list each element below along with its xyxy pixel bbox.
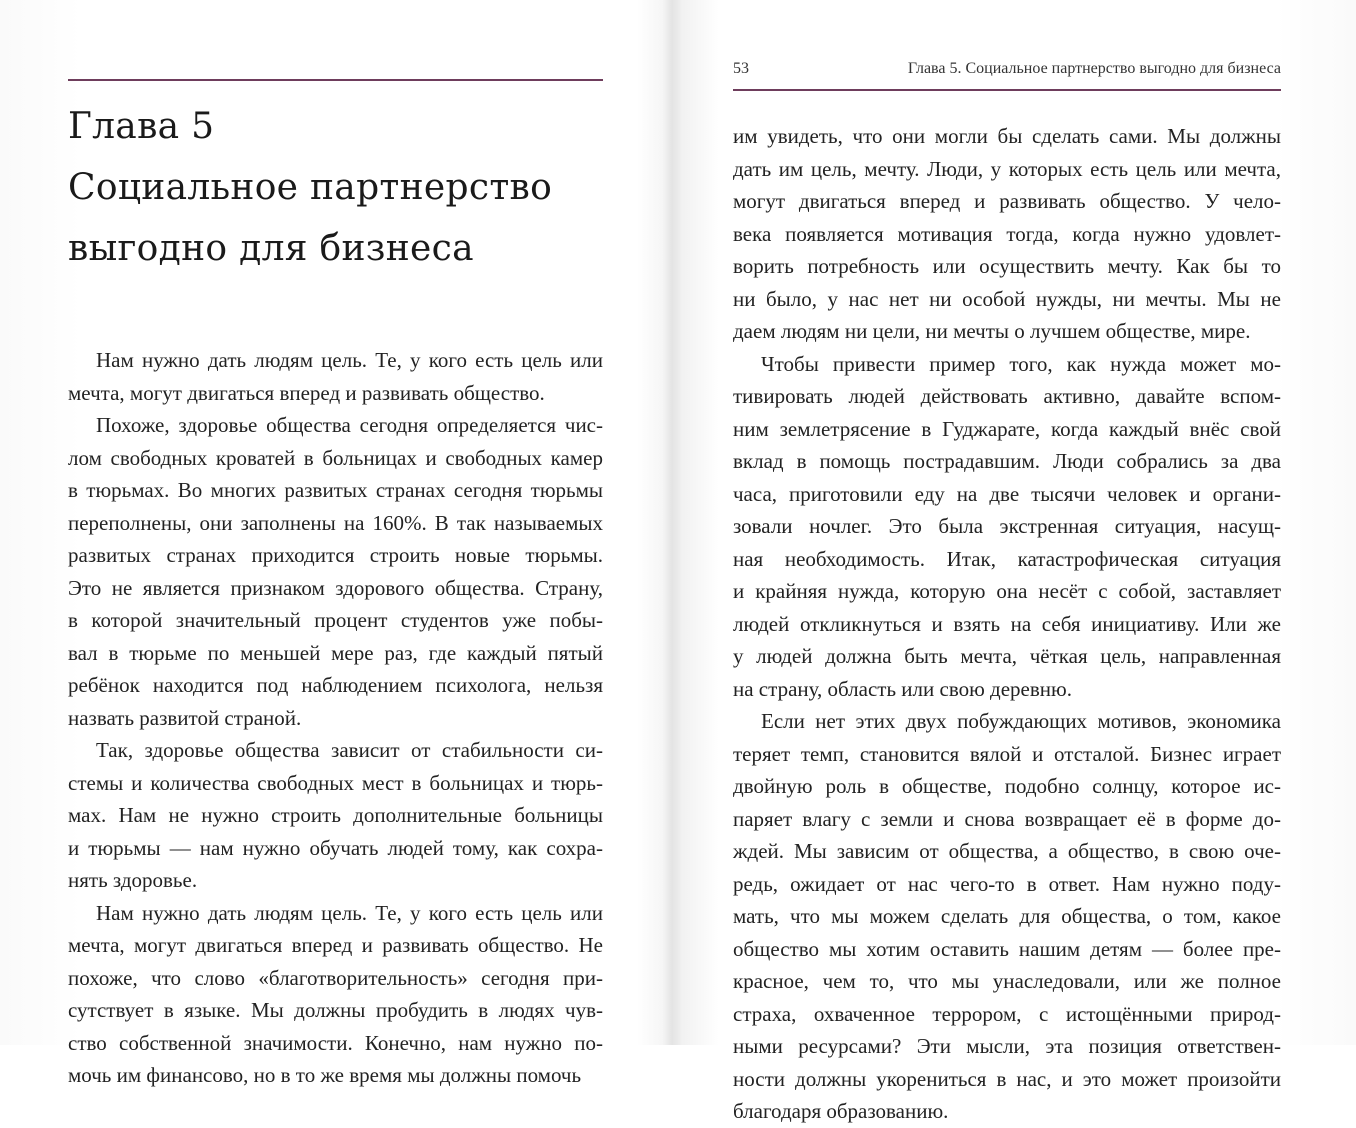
text-line: ности должны укорениться в нас, и это может произойти xyxy=(733,1066,1281,1091)
text-line: в которой значительный процент студентов уже побы- xyxy=(68,608,603,632)
text-line: нять здоровье. xyxy=(68,868,198,892)
paragraph xyxy=(68,344,603,409)
text-line: Так, здоровье общества зависит от стабильности си- xyxy=(96,738,603,762)
paragraph xyxy=(68,897,603,1092)
text-line: развитых странах приходится строить новые тюрьмы. xyxy=(68,543,603,567)
text-line: мечта, могут двигаться вперед и развивать общество. xyxy=(68,380,545,405)
chapter-title xyxy=(68,96,603,279)
text-line: страха, охваченное террором, с истощёнными природ- xyxy=(733,1001,1281,1026)
text-line: ждей. Мы зависим от общества, а общество, в свою оче- xyxy=(733,839,1281,863)
chapter-title-line: выгодно для бизнеса xyxy=(68,228,474,269)
right-body-text xyxy=(733,120,1281,1128)
paragraph xyxy=(733,120,1281,348)
text-line: ребёнок находится под наблюдением психолога, нельзя xyxy=(68,673,603,697)
text-line: ворить потребность или осуществить мечту. Как бы то xyxy=(733,254,1281,278)
text-line: ство собственной значимости. Конечно, нам нужно по- xyxy=(68,1030,603,1055)
text-line: ными ресурсами? Эти мысли, эта позиция ответствен- xyxy=(733,1034,1281,1058)
running-title: Глава 5. Социальное партнерство выгодно для бизнеса xyxy=(907,60,1281,77)
paragraph xyxy=(68,409,603,734)
text-line: мах. Нам не нужно строить дополнительные больницы xyxy=(68,803,603,827)
text-line: общество мы хотим оставить нашим детям — более пре- xyxy=(733,936,1281,961)
text-line: вклад в помощь пострадавшим. Люди собрались за два xyxy=(733,449,1281,473)
paragraph xyxy=(733,705,1281,1128)
text-line: ним землетрясение в Гуджарате, когда каждый внёс свой xyxy=(733,416,1281,441)
text-line: редь, ожидает от нас чего-то в ответ. Нам нужно поду- xyxy=(733,871,1281,896)
text-line: часа, приготовили еду на две тысячи человек и органи- xyxy=(733,481,1281,506)
text-line: назвать развитой страной. xyxy=(68,705,302,730)
text-line: двойную роль в обществе, подобно солнцу, которое ис- xyxy=(733,774,1281,798)
text-line: века появляется мотивация тогда, когда нужно удовлет- xyxy=(733,221,1281,246)
text-line: теряет темп, становится вялой и отсталой. Бизнес играет xyxy=(733,741,1281,766)
text-line: ни было, у нас нет ни особой нужды, ни мечты. Мы не xyxy=(733,286,1281,311)
text-line: Это не является признаком здорового общества. Страну, xyxy=(68,575,603,600)
text-line: мать, что мы можем сделать для общества, о том, какое xyxy=(733,904,1281,928)
text-line: Похоже, здоровье общества сегодня определяется чис- xyxy=(96,413,603,437)
text-line: и крайняя нужда, которую она несёт с собой, заставляет xyxy=(733,579,1281,603)
text-line: лом свободных кроватей в больницах и свободных камер xyxy=(68,445,603,470)
text-line: тивировать людей действовать активно, давайте вспом- xyxy=(733,384,1281,408)
left-body-text xyxy=(68,344,603,1092)
text-line: у людей должна быть мечта, чёткая цель, направленная xyxy=(733,644,1281,668)
text-line: людей откликнуться и взять на себя инициативу. Или же xyxy=(733,611,1281,636)
text-line: и тюрьмы — нам нужно обучать людей тому, как сохра- xyxy=(68,835,603,860)
paragraph xyxy=(68,734,603,897)
text-line: красное, чем то, что мы унаследовали, или же полное xyxy=(733,969,1281,993)
text-line: сутствует в языке. Мы должны пробудить в людях чув- xyxy=(68,998,603,1022)
header-rule xyxy=(733,89,1281,91)
text-line: на страну, область или свою деревню. xyxy=(733,676,1072,701)
text-line: зовали ночлег. Это была экстренная ситуация, насущ- xyxy=(733,514,1281,538)
page-number: 53 xyxy=(733,60,749,77)
text-line: ная необходимость. Итак, катастрофическая ситуация xyxy=(733,546,1281,571)
text-line: Чтобы привести пример того, как нужда может мо- xyxy=(761,351,1281,376)
chapter-label: Глава 5 xyxy=(68,106,215,147)
text-line: Нам нужно дать людям цель. Те, у кого есть цель или xyxy=(96,900,603,925)
text-line: Нам нужно дать людям цель. Те, у кого есть цель или xyxy=(96,348,603,372)
text-line: в тюрьмах. Во многих развитых странах сегодня тюрьмы xyxy=(68,478,603,502)
text-line: могут двигаться вперед и развивать общество. У чело- xyxy=(733,189,1281,213)
text-line: похоже, что слово «благотворительность» сегодня при- xyxy=(68,965,603,990)
text-line: стемы и количества свободных мест в больницах и тюрь- xyxy=(68,770,603,795)
text-line: им увидеть, что они могли бы сделать сами. Мы должны xyxy=(733,124,1281,148)
left-page xyxy=(68,0,603,1087)
header-rule xyxy=(68,79,603,81)
text-line: паряет влагу с земли и снова возвращает её в форме до- xyxy=(733,806,1281,831)
text-line: мечта, могут двигаться вперед и развивать общество. Не xyxy=(68,933,603,957)
text-line: даем людям ни цели, ни мечты о лучшем обществе, мире. xyxy=(733,319,1251,343)
text-line: дать им цель, мечту. Люди, у которых есть цель или мечта, xyxy=(733,156,1281,181)
text-line: вал в тюрьме по меньшей мере раз, где каждый пятый xyxy=(68,640,603,665)
right-page xyxy=(733,0,1281,1123)
text-line: Если нет этих двух побуждающих мотивов, экономика xyxy=(761,709,1281,733)
paragraph xyxy=(733,348,1281,706)
text-line: благодаря образованию. xyxy=(733,1099,949,1123)
book-gutter xyxy=(662,0,682,1045)
chapter-title-line: Социальное партнерство xyxy=(68,167,553,208)
text-line: мочь им финансово, но в то же время мы должны помочь xyxy=(68,1063,582,1087)
text-line: переполнены, они заполнены на 160%. В так называемых xyxy=(68,510,603,535)
